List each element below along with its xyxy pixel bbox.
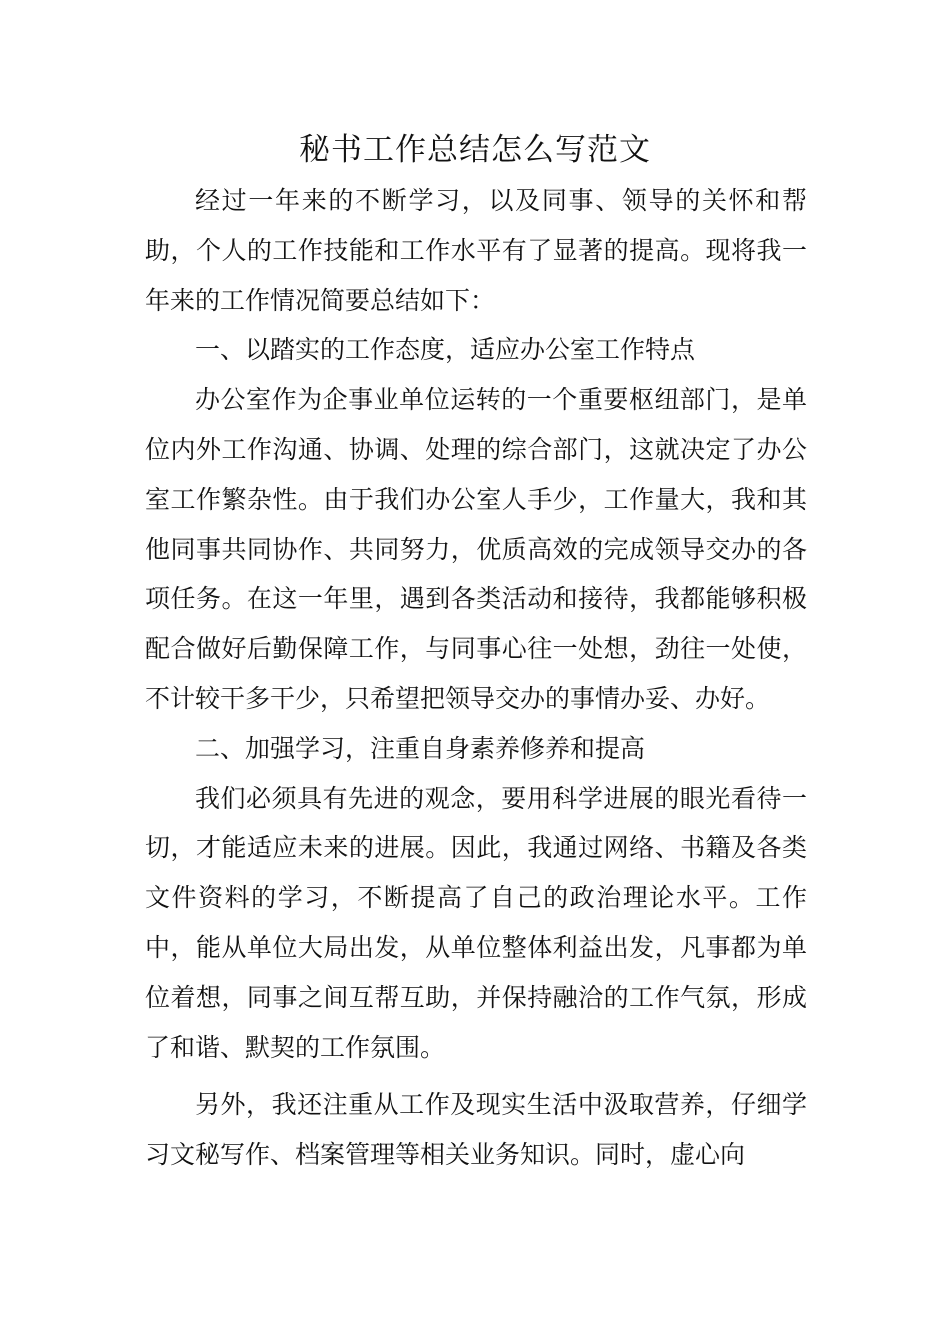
paragraph: 办公室作为企事业单位运转的一个重要枢纽部门，是单位内外工作沟通、协调、处理的综合部门，这就决定了办公室工作繁杂性。由于我们办公室人手少，工作量大，我和其他同事共同协作、共同努力，优质高效的完成领导交办的各项任务。在这一年里，遇到各类活动和接待，我都能够积极配合做好后勤保障工作，与同事心往一处想，劲往一处使，不计较干多干少，只希望把领导交办的事情办妥、办好。 (145, 385, 807, 713)
document-title: 秘书工作总结怎么写范文 (299, 132, 651, 168)
document-body (145, 176, 807, 1180)
paragraph: 经过一年来的不断学习，以及同事、领导的关怀和帮助，个人的工作技能和工作水平有了显著的提高。现将我一年来的工作情况简要总结如下： (145, 186, 807, 315)
section-heading: 二、加强学习，注重自身素养修养和提高 (195, 733, 646, 763)
paragraph: 另外，我还注重从工作及现实生活中汲取营养，仔细学习文秘写作、档案管理等相关业务知识。同时，虚心向 (145, 1090, 807, 1170)
section-heading: 一、以踏实的工作态度，适应办公室工作特点 (195, 335, 696, 365)
paragraph: 我们必须具有先进的观念，要用科学进展的眼光看待一切，才能适应未来的进展。因此，我通过网络、书籍及各类文件资料的学习，不断提高了自己的政治理论水平。工作中，能从单位大局出发，从单位整体利益出发，凡事都为单位着想，同事之间互帮互助，并保持融洽的工作气氛，形成了和谐、默契的工作氛围。 (145, 783, 807, 1062)
